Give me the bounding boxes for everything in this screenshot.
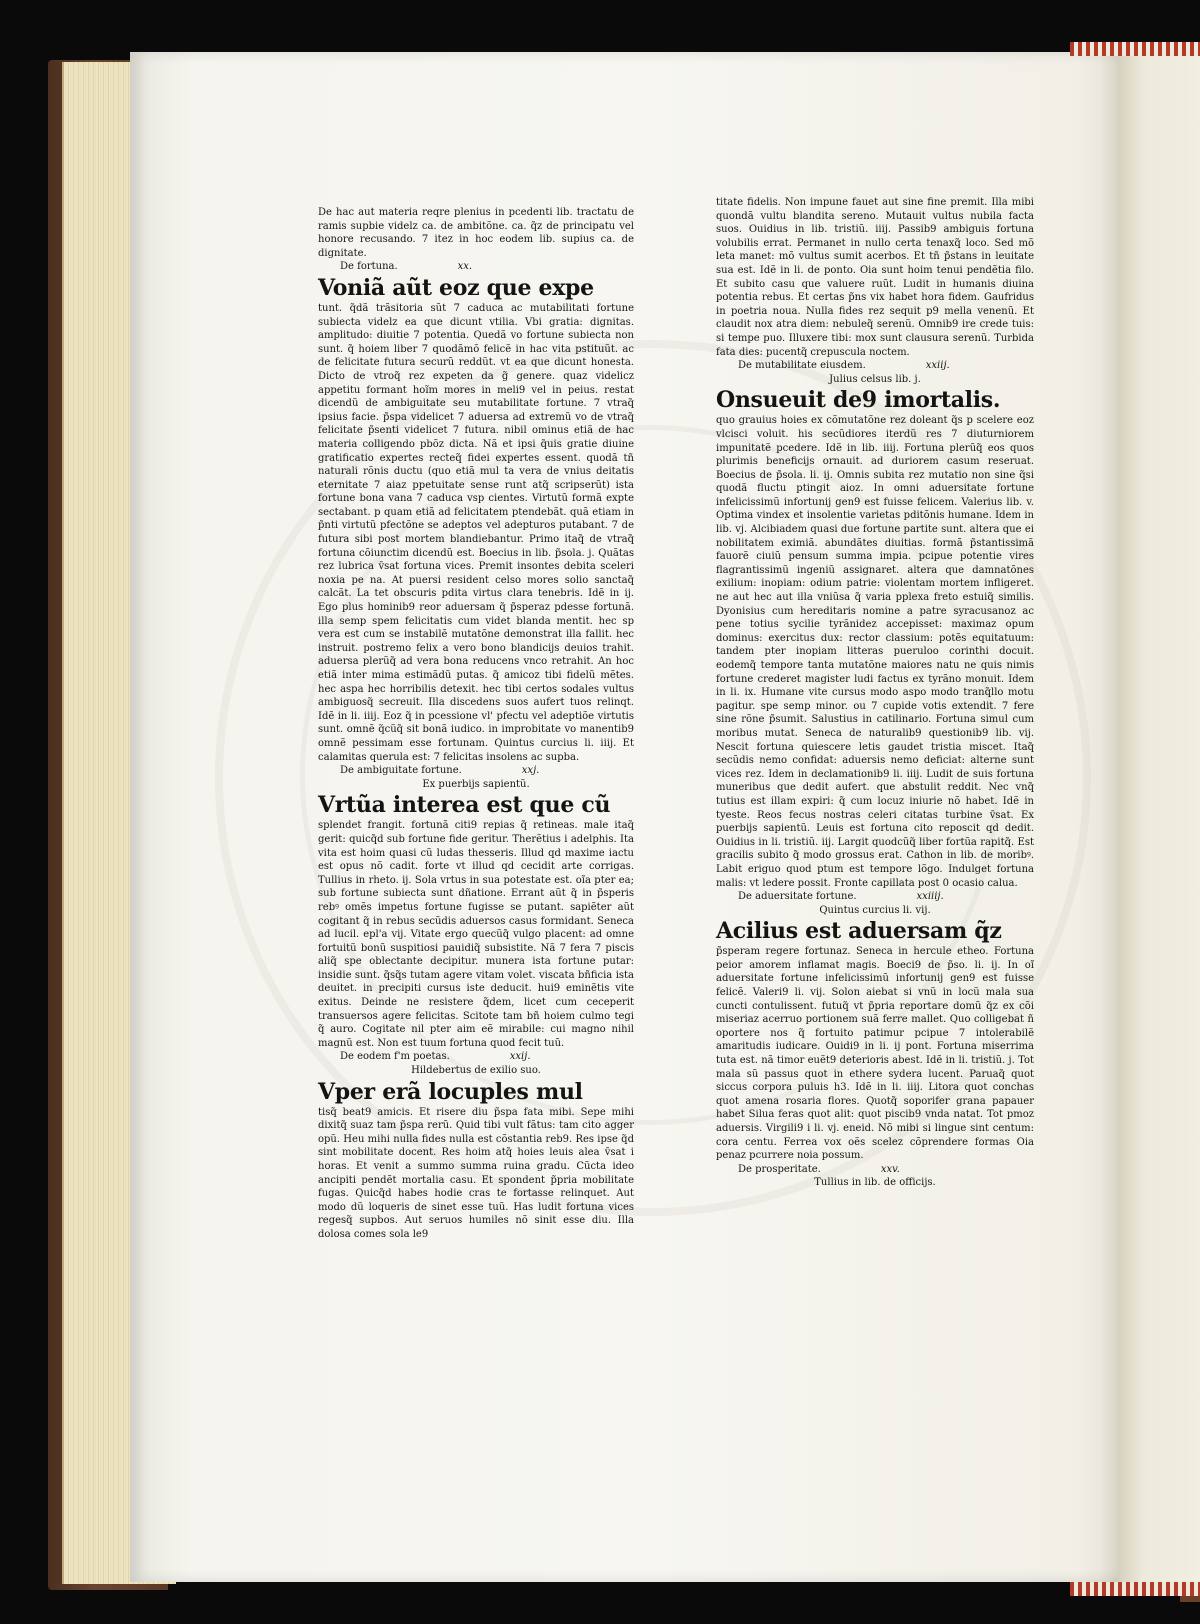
- chapter-number: xxv.: [880, 1163, 900, 1175]
- initial-line: Onsueuit de9 imortalis.: [716, 387, 1001, 414]
- chapter-heading: [716, 1163, 1034, 1177]
- source-line: Quintus curcius li. vij.: [819, 904, 931, 916]
- initial-line: Voniã aũt eoz que expe: [318, 274, 594, 301]
- initial-line: Vper erã locuples mul: [318, 1078, 583, 1105]
- heading-text: De prosperitate.: [738, 1163, 821, 1175]
- source-line: Tullius in lib. de officijs.: [814, 1177, 936, 1189]
- chapter-number: xx.: [457, 261, 473, 273]
- body-paragraph: tunt. q̃dã trãsitoria sũt 7 caduca ac mutabilitati fortune subiecta videlz ea que dicunt vtilia. Vbi gratia: dignitas. amplitudo: diuitie 7 potentia. Quedã vo fortune subiecta non sunt. q̃ hoiem liber 7 quodãmõ felicẽ in hac vita pstituũt. ac de felicitate futura securũ reddũt. vt ea que dicunt honesta. Dicto de vtroq̃ rez expeten da g̃ genere. quaz videlicz appetitu formant hoĩm mores in meli9 vel in peius. restat dicendũ de ambiguitate seu mutabilitate fortune. 7 vtraq̃ ipsius facie. p̃spa videlicet 7 aduersa ad extremũ vo de vtraq̃ felicitate p̃senti videlicet 7 futura. nibil ominus etiã de hac materia colligendo pbõz dicta. Nã et ipsi q̃uis gratie diuine gratificatio expertes recteq̃ fidei expertes essent. quodã tñ naturali rõnis ductu (quo etiã mul ta vera de vnius deitatis eternitate 7 aiaz ppetuitate sense runt atq̃ scripserũt) ista fortune bona vana 7 caduca vsp cientes. Virtutũ formã expte sectabant. p quam etiã ad felicitatem ptendebãt. quã etiam in p̃nti virtutũ pfectõne se adeptos vel adepturos putabant. 7 de futura sibi post mortem blandiebantur. Primo itaq̃ de vtraq̃ fortuna cõiunctim dicendũ est. Boecius in lib. p̃sola. j. Quãtas rez lubrica v̄sat fortuna vices. Premit insontes debita sceleri noxia pe na. At puersi resident celso mores solio sanctaq̃ calcãt. La tet obscuris pdita virtus clara tenebris. Idẽ in ij. Ego plus hominib9 reor aduersam q̃ p̃speraz pdesse fortunã. illa semp spem felicitatis cum videt blanda mentit. hec sp vera est cum se instabilẽ mutatõne demonstrat illa fallit. hec instruit. postremo felix a vero bono blandicijs deuios trahit. aduersa plerũq̃ ad vera bona reducens vnco retrahit. An hoc etiã inter mima estimãdũ putas. q̃ amicoz tibi fidelũ mẽtes. hec aspa hec horribilis detexit. hec tibi certos sodales vultus ambiguosq̃ secreuit. Illa discedens suos aufert tuos relinqt. Idẽ in li. iiij. Eoz q̃ in pcessione vl' pfectu vel adeptiõe virtutis sunt. omnẽ q̃cũq̃ sit bonã iudico. in improbitate vo manentib9 omnẽ pessimam esse fortunam. Quintus curcius li. iiij. Et calamitas querula est: 7 felicitas insolens ac supba.: [318, 302, 634, 763]
- body-paragraph: titate fidelis. Non impune fauet aut sine fine premit. Illa mibi quondã vultu blandita sereno. Mutauit vultus nubila facta suos. Ouidius in lib. tristiũ. iiij. Passib9 ambiguis fortuna volubilis errat. Permanet in nullo certa tenaxq̃ loco. Sed mõ leta manet: mõ vultus sumit acerbos. Et tñ p̃stans in leuitate sua est. Idẽ in li. de ponto. Oia sunt hoim tenui pendẽtia filo. Et subito casu que valuere ruũt. Ludit in humanis diuina potentia rebus. Et certas p̃ns vix habet hora fidem. Gaufridus in poetria noua. Nulla fides rez sequit p9 mella venenũ. Et claudit nox atra diem: nebuleq̃ serenũ. Omnib9 ire crede tuis: si tempe puo. Illuxere tibi: mox sunt clausura serenũ. Turbida fata dies: pucentq̃ crepuscula noctem.: [716, 197, 1034, 358]
- chapter-number: xxj.: [521, 765, 540, 777]
- body-paragraph: splendet frangit. fortunã citi9 repias q̃ retineas. male itaq̃ gerit: quicq̃d sub fortune fide geritur. Therẽtius i adelphis. Ita vita est hoim quasi cũ ludas thesseris. Illud qd maxime iactu est opus nõ cadit. forte vt illud qd cecidit arte corrigas. Tullius in rheto. ij. Sola vrtus in sua potestate est. oĩa pter ea; sub fortune subiecta sunt dñatione. Errant aũt q̃ in p̃speris rebꝰ omẽs impetus fortune fugisse se putant. sapiẽter aũt cogitant q̃ in rebus secũdis aduersos casus formidant. Seneca ad lucil. epl'a vij. Vitate ergo quecũq̃ vulgo placent: ad omne fortuitũ bonũ suspitiosi pauidiq̃ subsistite. Nã 7 fera 7 piscis aliq̃ spe oblectante decipitur. munera ista fortune putar: insidie sunt. q̃sq̃s tutam agere vitam volet. viscata bñficia ista deuitet. in precipiti cursus iste deducit. hui9 eminẽtis vite exitus. Deinde ne resistere q̃dem, licet cum ceceperit transuersos agere felicitas. Scitote tam bñ hoiem culmo tegi q̃ auro. Cogitate nil pter aim eẽ mirabile: cui magno nihil magnũ est. Non est tuum fortuna quod fecit tuũ.: [318, 820, 634, 1049]
- chapter-heading: [716, 359, 1034, 373]
- heading-text: De eodem f'm poetas.: [340, 1051, 450, 1063]
- chapter-number: xxij.: [509, 1051, 531, 1063]
- body-paragraph: p̃speram regere fortunaz. Seneca in hercule etheo. Fortuna peior amorem inflamat magis. Boeci9 de p̃so. li. ij. In oĩ aduersitate fortune infelicissimũ infortunij gen9 est fuisse felicẽ. Valeri9 li. vij. Solon aiebat si vnũ in locũ mala sua cuncti contulissent. futuq̃ vt p̃pria reportare domũ q̃z ex cõi miseriaz acerruo portionem suã ferre mallet. Quo colligebat ñ oportere nos q̃ fortuito patimur pcipue 7 intolerabilẽ amaritudis iudicare. Ouidi9 in li. ij pont. Fortuna miserrima tuta est. nã timor euẽt9 deterioris abest. Idẽ in li. tristiũ. j. Tot mala sũ passus quot in ethere sydera lucent. Paruaq̃ quot siccus corpora puluis h3. Idẽ in li. iiij. Litora quot conchas quot amena rosaria flores. Quotq̃ soporifer grana papauer habet Silua feras quot alit: quot piscib9 vnda natat. Tot pmoz aduersis. Virgili9 i li. vj. eneid. Nõ mibi si lingue sint centum: cora centu. Ferrea vox oẽs scelez cõprendere formas Oia penaz pcurrere noia possum.: [716, 946, 1034, 1162]
- source-line: Ex puerbijs sapientũ.: [422, 778, 530, 790]
- chapter-number: xxiij.: [925, 360, 950, 372]
- right-text-column: [716, 196, 1034, 1190]
- initial-line: Acilius est aduersam q̃z: [716, 918, 1002, 945]
- chapter-heading: [318, 764, 634, 778]
- heading-text: De ambiguitate fortune.: [340, 765, 462, 777]
- body-paragraph: quo grauius hoies ex cõmutatõne rez doleant q̃s p scelere eoz vlcisci voluit. his secũdiores iterdũ res 7 diuturniorem impunitatẽ pcedere. Idẽ in lib. iiij. Fortuna plerũq̃ eos quos plurimis beneficijs ornauit. ad duriorem casum reseruat. Boecius de p̃sola. li. ij. Omnis subita rez mutatio non sine q̃si quodã fluctu ptingit aioz. In omni aduersitate fortune infelicissimũ infortunij gen9 est fuisse felicem. Valerius lib. v. Optima vindex et insolentie varietas pditõnis humane. Idem in lib. vj. Alcibiadem quasi due fortune partite sunt. altera que ei nobilitatem eximiã. abundãtes diuitias. formã p̃stantissimã fauorẽ ciuiũ pensum summa impia. pcipue potentie vires flagrantissimũ ingeniũ assignaret. altera que damnatõnes exilium: inopiam: odium patrie: violentam mortem infligeret. ne aut hec aut illa vniũsa q̃ varia pplexa freto estuiq̃ similis. Dyonisius cum hereditaris nomine a patre syracusanoz ac pene totius sycilie tyrãnidez accepisset: maximaz opum dominus: exercitus dux: rector classium: potẽs equitatuum: tandem pter inopiam litteras pueruloo corinthi docuit. eodemq̃ tempore tanta mutatõne maiores natu ne quis nimis fortune crederet magister ludi factus ex tyrãno monuit. Idem in li. ix. Humane vite cursus modo aspo modo tranq̃llo motu pagitur. spe semp minor. ou 7 cupide votis extendit. 7 fere sine rõne p̃sumit. Salustius in catilinario. Fortuna simul cum moribus mutat. Seneca de naturalib9 questionib9 lib. vij. Nescit fortuna quiescere letis gaudet tristia miscet. Itaq̃ secũdis nemo confidat: aduersis nemo deficiat: alterne sunt vices rez. Idem in declamationib9 li. iiij. Ludit de suis fortuna muneribus que dedit aufert. que abstulit reddit. Nec vnq̃ tutius est illam expiri: q̃ cum locuz iniurie nõ habet. Idẽ in tyeste. Reos fecus nostras celeri citatas turbine v̄sat. Ex puerbijs sapientũ. Leuis est fortuna cito reposcit qd dedit. Ouidius in li. tristiũ. iij. Largit quodcũq̃ liber fortũa rapitq̃. Est gracilis subito q̃ modo grossus erat. Cathon in lib. de moribꝰ. Labit eriguo quod ptum est tempore lõgo. Indulget fortuna malis: vt ledere possit. Fronte capillata post 0 ocasio calua.: [716, 415, 1034, 889]
- body-paragraph: tisq̃ beat9 amicis. Et risere diu p̃spa fata mibi. Sepe mihi dixitq̃ suaz tam p̃spa rerũ. Quid tibi vult fãtus: tam cito agger opũ. Heu mihi nulla fides nulla est cõstantia reb9. Res ipse q̃d sint mobilitate docent. Res hoim atq̃ hoies leuis alea v̄sat i horas. Et venit a summo summa ruina gradu. Cũcta ideo ancipiti pendẽt mortalia casu. Et spondent p̃pria mobilitate fugas. Quicq̃d habes hodie cras te fortasse relinquet. Aut modo dũ loqueris de sinet esse tuũ. Has ludit fortuna vices regesq̃ supbos. Aut seruos humiles nõ sinit esse diu. Illa dolosa comes sola le9: [318, 1106, 634, 1240]
- initial-line: Vrtũa interea est que cũ: [318, 792, 611, 819]
- intro-paragraph: De hac aut materia reqre plenius in pcedenti lib. tractatu de ramis supbie videlz ca. de ambitõne. ca. q̃z de principatu vel honore recusando. 7 itez in hoc eodem lib. supius ca. de dignitate.: [318, 207, 634, 259]
- right-page-edge: [1118, 50, 1200, 1582]
- heading-text: De aduersitate fortune.: [738, 891, 857, 903]
- chapter-number: xxiiij.: [916, 891, 944, 903]
- headband-top: [1070, 42, 1200, 56]
- headband-bottom: [1070, 1582, 1200, 1596]
- source-line: Hildebertus de exilio suo.: [411, 1065, 541, 1077]
- source-line: Julius celsus lib. j.: [829, 373, 921, 385]
- heading-text: De fortuna.: [340, 261, 398, 273]
- chapter-heading: [318, 1050, 634, 1064]
- left-text-column: [318, 206, 634, 1242]
- chapter-heading: [318, 260, 634, 274]
- chapter-heading: [716, 890, 1034, 904]
- heading-text: De mutabilitate eiusdem.: [738, 360, 866, 372]
